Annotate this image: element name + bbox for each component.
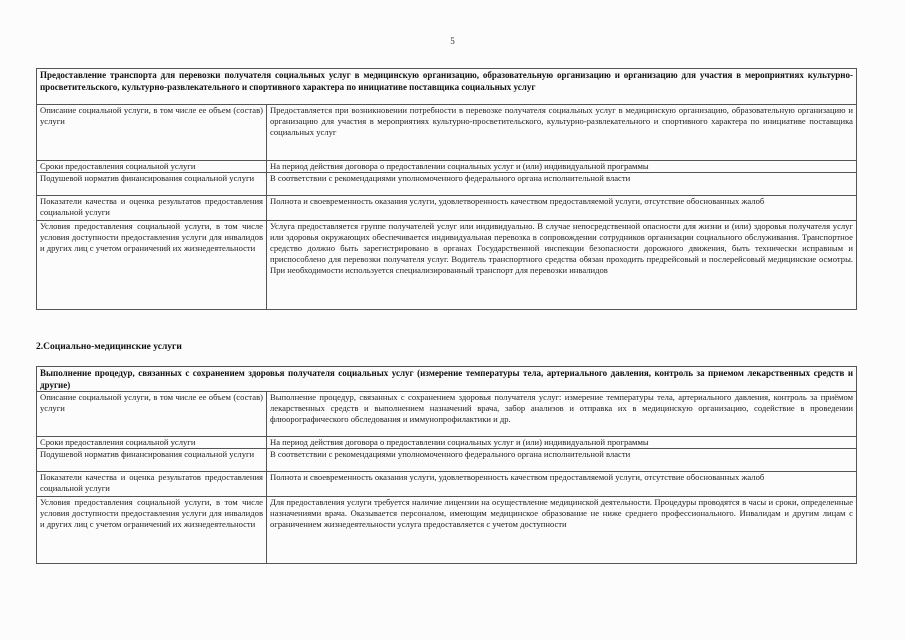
table-row bbox=[37, 161, 857, 173]
row-value-conditions: Услуга предоставляется группе получателей услуг или индивидуально. В случае непосредственной опасности для жизни и (или) здоровья получателя услуг или здоровья окружающих обеспечивается индивидуальная перевозка в сопровождении сотрудников организации социального обслуживания. Транспортное средство должно быть зарегистрировано в органах Государственной инспекции безопасности дорожного движения, быть технически исправным и приспособлено для перевозки получателя услуг. Водитель транспортного средства обязан проходить предрейсовый и послерейсовый медицинские осмотры. При необходимости используется специализированный транспорт для перевозки инвалидов bbox=[267, 221, 857, 310]
row-value-terms: На период действия договора о предоставлении социальных услуг и (или) индивидуальной программы bbox=[267, 161, 857, 173]
table-row bbox=[37, 173, 857, 196]
table-heading: Предоставление транспорта для перевозки получателя социальных услуг в медицинскую организацию, образовательную организацию и организацию для участия в мероприятиях культурно-просветительского, культурно-развлекательного и спортивного характера по инициативе поставщика социальных услуг bbox=[37, 69, 857, 105]
row-label-quality: Показатели качества и оценка результатов предоставления социальной услуги bbox=[37, 196, 267, 221]
row-label-quality: Показатели качества и оценка результатов предоставления социальной услуги bbox=[37, 472, 267, 497]
table-row bbox=[37, 472, 857, 497]
row-value-terms: На период действия договора о предоставлении социальных услуг и (или) индивидуальной программы bbox=[267, 437, 857, 449]
table-row bbox=[37, 449, 857, 472]
table-row bbox=[37, 196, 857, 221]
table-row bbox=[37, 105, 857, 161]
section-title: 2.Социально-медицинские услуги bbox=[36, 342, 182, 352]
table-row bbox=[37, 437, 857, 449]
row-value-quality: Полнота и своевременность оказания услуги, удовлетворенность качеством предоставляемой услуги, отсутствие обоснованных жалоб bbox=[267, 196, 857, 221]
table-heading-row bbox=[37, 69, 857, 105]
row-label-conditions: Условия предоставления социальной услуги, в том числе условия доступности предоставления услуги для инвалидов и других лиц с учетом ограничений их жизнедеятельности bbox=[37, 497, 267, 564]
row-value-description: Предоставляется при возникновении потребности в перевозке получателя социальных услуг в медицинскую организацию, образовательную организацию и организацию для участия в мероприятиях культурно-просветительского, культурно-развлекательного и спортивного характера по инициативе поставщика социальных услуг bbox=[267, 105, 857, 161]
row-label-conditions: Условия предоставления социальной услуги, в том числе условия доступности предоставления услуги для инвалидов и других лиц с учетом ограничений их жизнедеятельности bbox=[37, 221, 267, 310]
row-label-terms: Сроки предоставления социальной услуги bbox=[37, 161, 267, 173]
row-label-description: Описание социальной услуги, в том числе ее объем (состав) услуги bbox=[37, 105, 267, 161]
table-row bbox=[37, 392, 857, 437]
table-heading: Выполнение процедур, связанных с сохранением здоровья получателя социальных услуг (измерение температуры тела, артериального давления, контроль за приемом лекарственных средств и другие) bbox=[37, 367, 857, 392]
row-label-terms: Сроки предоставления социальной услуги bbox=[37, 437, 267, 449]
row-value-financing: В соответствии с рекомендациями уполномоченного федерального органа исполнительной власти bbox=[267, 173, 857, 196]
row-label-description: Описание социальной услуги, в том числе ее объем (состав) услуги bbox=[37, 392, 267, 437]
row-label-financing: Подушевой норматив финансирования социальной услуги bbox=[37, 449, 267, 472]
row-value-description: Выполнение процедур, связанных с сохранением здоровья получателя услуг: измерение температуры тела, артериального давления, контроль за приёмом лекарственных средств и выполнением назначений врача, забор анализов и отправка их в медицинскую организацию, содействие в проведении флюорографического обследования и иммунопрофилактики и др. bbox=[267, 392, 857, 437]
table-row bbox=[37, 221, 857, 310]
row-value-financing: В соответствии с рекомендациями уполномоченного федерального органа исполнительной власти bbox=[267, 449, 857, 472]
service-table-medical bbox=[36, 366, 857, 564]
row-value-conditions: Для предоставления услуги требуется наличие лицензии на осуществление медицинской деятельности. Процедуры проводятся в часы и сроки, определенные назначениями врача. Оказывается персоналом, имеющим медицинское образование не ниже среднего профессионального. Инвалидам и другим лицам с ограничением жизнедеятельности услуга предоставляется с учетом доступности bbox=[267, 497, 857, 564]
service-table-transport bbox=[36, 68, 857, 310]
page-number: 5 bbox=[450, 36, 455, 46]
row-label-financing: Подушевой норматив финансирования социальной услуги bbox=[37, 173, 267, 196]
row-value-quality: Полнота и своевременность оказания услуги, удовлетворенность качеством предоставляемой услуги, отсутствие обоснованных жалоб bbox=[267, 472, 857, 497]
table-heading-row bbox=[37, 367, 857, 392]
table-row bbox=[37, 497, 857, 564]
